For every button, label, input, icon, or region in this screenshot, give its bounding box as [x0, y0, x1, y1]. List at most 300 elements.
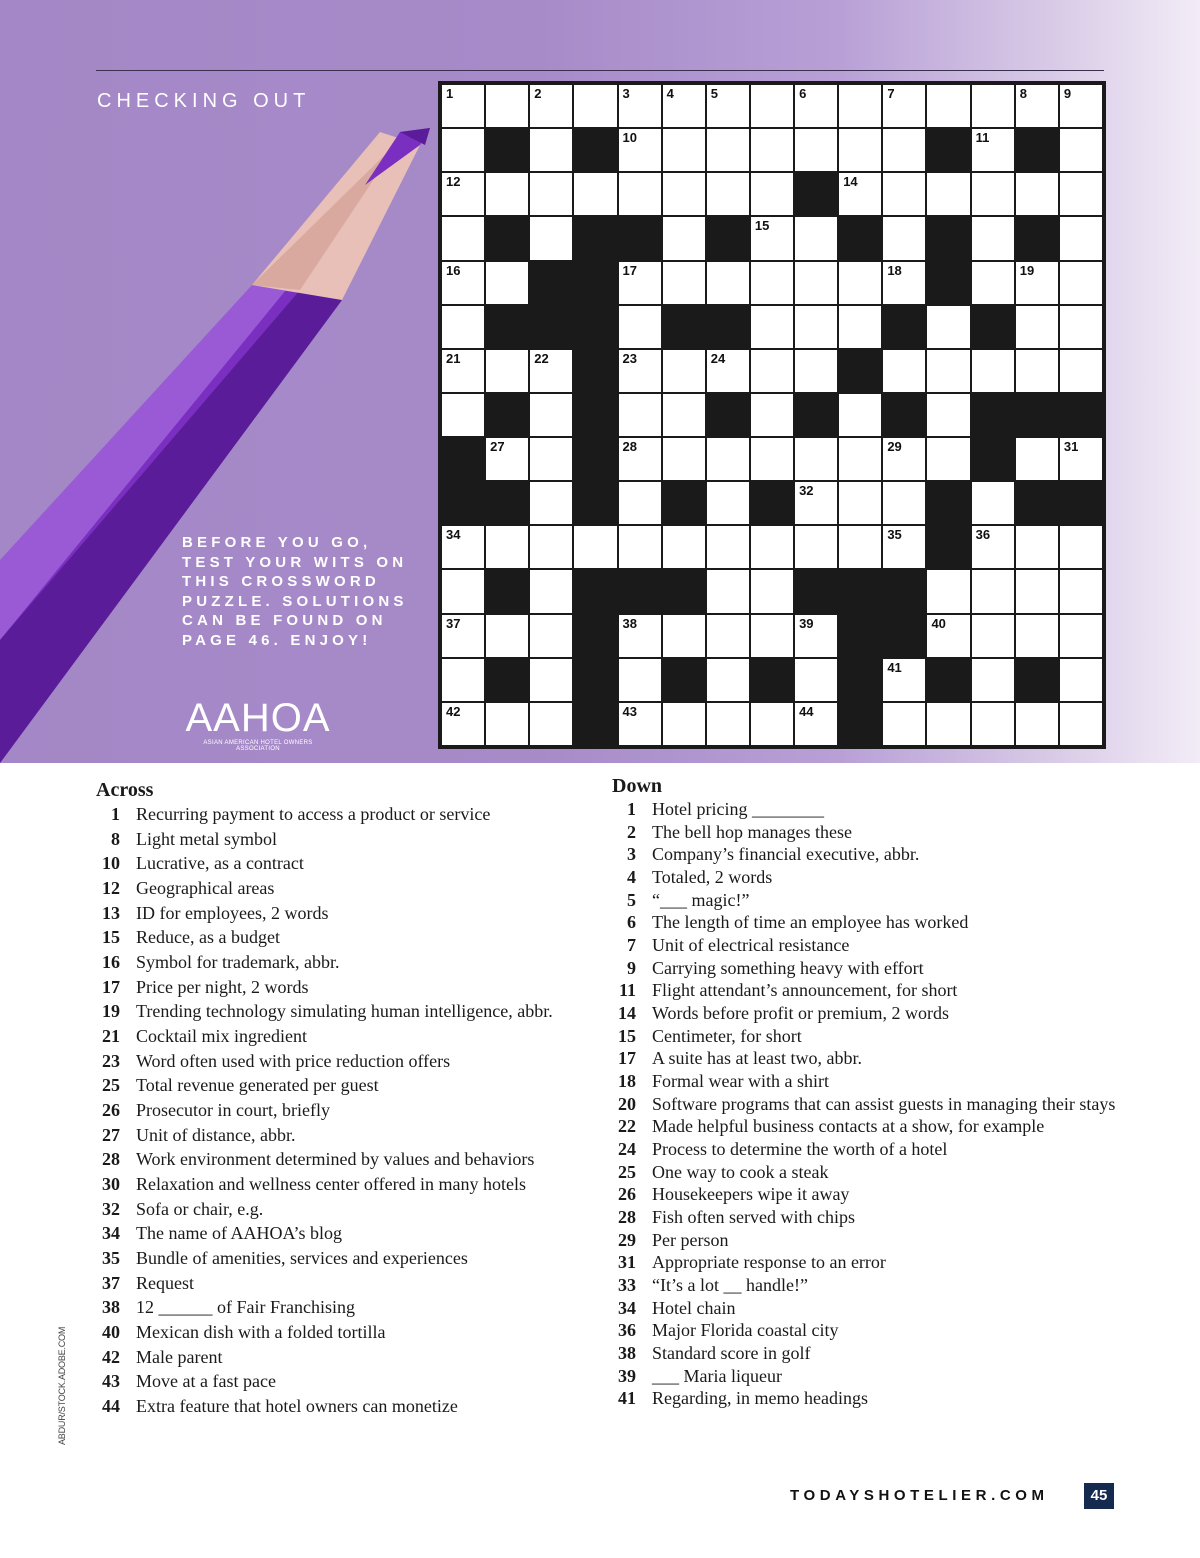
grid-cell[interactable]: [972, 350, 1014, 392]
grid-cell[interactable]: [972, 703, 1014, 745]
grid-cell[interactable]: [795, 703, 837, 745]
clue-number: 31: [1063, 439, 1079, 455]
clue-number: 37: [102, 1272, 120, 1293]
grid-cell[interactable]: [574, 526, 616, 568]
grid-cell[interactable]: [442, 615, 484, 657]
clue-number: 28: [618, 1207, 636, 1228]
across-clue: [96, 827, 596, 852]
clue-text: ___ Maria liqueur: [652, 1365, 782, 1386]
down-clue: [612, 1093, 1172, 1116]
down-clue-list: [612, 798, 1172, 1410]
grid-cell[interactable]: [972, 173, 1014, 215]
down-clue: [612, 798, 1172, 821]
clue-text: Major Florida coastal city: [652, 1320, 839, 1341]
grid-cell[interactable]: [751, 262, 793, 304]
across-clue: [96, 1246, 596, 1271]
grid-cell[interactable]: [927, 306, 969, 348]
clue-text: Light metal symbol: [136, 828, 277, 849]
clue-number: 1: [111, 804, 120, 824]
grid-cell[interactable]: [442, 173, 484, 215]
grid-cell[interactable]: [795, 129, 837, 171]
grid-cell[interactable]: [1060, 438, 1102, 480]
black-square: [663, 306, 705, 348]
grid-cell[interactable]: [1060, 85, 1102, 127]
grid-cell[interactable]: [972, 482, 1014, 524]
grid-cell[interactable]: [839, 262, 881, 304]
grid-cell[interactable]: [530, 526, 572, 568]
clue-number: 14: [843, 174, 858, 190]
clue-number: 15: [618, 1025, 636, 1046]
clue-number: 8: [1019, 86, 1027, 101]
grid-cell[interactable]: [663, 262, 705, 304]
grid-cell[interactable]: [486, 703, 528, 745]
grid-cell[interactable]: [1060, 615, 1102, 657]
grid-cell[interactable]: [1016, 526, 1058, 568]
grid-cell[interactable]: [1060, 262, 1102, 304]
clue-number: 21: [102, 1026, 120, 1047]
black-square: [1016, 659, 1058, 701]
clue-text: Male parent: [136, 1346, 223, 1367]
black-square: [839, 659, 881, 701]
grid-cell[interactable]: [927, 570, 969, 612]
grid-cell[interactable]: [839, 482, 881, 524]
black-square: [442, 438, 484, 480]
clue-text: Unit of electrical resistance: [652, 935, 850, 956]
down-clue: [612, 1070, 1172, 1093]
grid-cell[interactable]: [751, 615, 793, 657]
grid-cell[interactable]: [707, 482, 749, 524]
clue-text: Sofa or chair, e.g.: [136, 1198, 264, 1219]
clue-number: 7: [627, 935, 636, 956]
black-square: [839, 615, 881, 657]
grid-cell[interactable]: [839, 438, 881, 480]
grid-cell[interactable]: [707, 659, 749, 701]
clue-number: 35: [102, 1248, 120, 1269]
clue-number: 43: [622, 703, 637, 719]
clue-number: 17: [102, 976, 120, 997]
down-clue: [612, 1251, 1172, 1274]
black-square: [707, 217, 749, 259]
grid-cell[interactable]: [707, 173, 749, 215]
clue-text: Housekeepers wipe it away: [652, 1184, 850, 1205]
clue-number: 18: [618, 1071, 636, 1092]
grid-cell[interactable]: [442, 262, 484, 304]
black-square: [663, 659, 705, 701]
grid-cell[interactable]: [1060, 703, 1102, 745]
grid-cell[interactable]: [972, 217, 1014, 259]
black-square: [927, 659, 969, 701]
black-square: [574, 129, 616, 171]
grid-cell[interactable]: [442, 526, 484, 568]
grid-cell[interactable]: [619, 438, 661, 480]
grid-cell[interactable]: [839, 526, 881, 568]
grid-cell[interactable]: [663, 129, 705, 171]
grid-cell[interactable]: [795, 217, 837, 259]
grid-cell[interactable]: [663, 173, 705, 215]
grid-cell[interactable]: [883, 482, 925, 524]
black-square: [486, 482, 528, 524]
grid-cell[interactable]: [619, 306, 661, 348]
grid-cell[interactable]: [486, 615, 528, 657]
black-square: [839, 703, 881, 745]
grid-cell[interactable]: [1016, 173, 1058, 215]
grid-cell[interactable]: [839, 306, 881, 348]
website-link[interactable]: TODAYSHOTELIER.COM: [790, 1487, 1049, 1504]
black-square: [883, 615, 925, 657]
grid-cell[interactable]: [707, 85, 749, 127]
grid-cell[interactable]: [839, 394, 881, 436]
black-square: [486, 659, 528, 701]
grid-cell[interactable]: [751, 570, 793, 612]
grid-cell[interactable]: [619, 173, 661, 215]
grid-cell[interactable]: [663, 350, 705, 392]
grid-cell[interactable]: [530, 394, 572, 436]
grid-cell[interactable]: [663, 615, 705, 657]
clue-number: 4: [627, 867, 636, 888]
down-clue: [612, 1229, 1172, 1252]
black-square: [619, 217, 661, 259]
grid-cell[interactable]: [883, 659, 925, 701]
grid-cell[interactable]: [883, 703, 925, 745]
grid-cell[interactable]: [1016, 262, 1058, 304]
clue-text: Software programs that can assist guests in managing their stays: [652, 1093, 1116, 1114]
grid-cell[interactable]: [927, 173, 969, 215]
grid-cell[interactable]: [530, 482, 572, 524]
grid-cell[interactable]: [530, 659, 572, 701]
clue-text: Relaxation and wellness center offered in many hotels: [136, 1174, 527, 1195]
clue-number: 19: [102, 1001, 120, 1022]
grid-cell[interactable]: [442, 350, 484, 392]
grid-cell[interactable]: [751, 526, 793, 568]
across-clue: [96, 802, 596, 827]
across-clue: [96, 1049, 596, 1074]
grid-cell[interactable]: [1060, 350, 1102, 392]
grid-cell[interactable]: [663, 438, 705, 480]
grid-cell[interactable]: [927, 350, 969, 392]
black-square: [839, 217, 881, 259]
clue-number: 5: [710, 86, 719, 101]
across-clue: [96, 1123, 596, 1148]
clue-number: 11: [975, 130, 990, 146]
grid-cell[interactable]: [795, 659, 837, 701]
grid-cell[interactable]: [574, 173, 616, 215]
grid-cell[interactable]: [486, 350, 528, 392]
grid-cell[interactable]: [972, 570, 1014, 612]
grid-cell[interactable]: [883, 262, 925, 304]
grid-cell[interactable]: [751, 394, 793, 436]
grid-cell[interactable]: [1060, 173, 1102, 215]
grid-cell[interactable]: [927, 85, 969, 127]
down-clue: [612, 1387, 1172, 1410]
black-square: [574, 217, 616, 259]
black-square: [839, 570, 881, 612]
down-clue: [612, 979, 1172, 1002]
down-clue: [612, 911, 1172, 934]
clue-text: Made helpful business contacts at a show, for example: [652, 1116, 1045, 1137]
grid-cell[interactable]: [1016, 570, 1058, 612]
grid-cell[interactable]: [707, 570, 749, 612]
clue-number: 34: [446, 527, 461, 543]
clue-text: Trending technology simulating human intelligence, abbr.: [136, 1001, 553, 1022]
grid-cell[interactable]: [972, 526, 1014, 568]
grid-cell[interactable]: [883, 438, 925, 480]
grid-cell[interactable]: [1060, 526, 1102, 568]
black-square: [927, 129, 969, 171]
clue-text: Recurring payment to access a product or service: [136, 804, 491, 824]
grid-cell[interactable]: [751, 306, 793, 348]
grid-cell[interactable]: [751, 350, 793, 392]
grid-cell[interactable]: [442, 85, 484, 127]
grid-cell[interactable]: [530, 703, 572, 745]
grid-cell[interactable]: [619, 129, 661, 171]
grid-cell[interactable]: [442, 217, 484, 259]
clue-number: 19: [1019, 262, 1035, 278]
down-clue: [612, 1297, 1172, 1320]
clue-number: 6: [799, 86, 807, 101]
grid-cell[interactable]: [1016, 85, 1058, 127]
clue-text: “It’s a lot __ handle!”: [652, 1275, 808, 1296]
down-clue: [612, 1138, 1172, 1161]
grid-cell[interactable]: [751, 85, 793, 127]
grid-cell[interactable]: [1016, 703, 1058, 745]
grid-cell[interactable]: [707, 262, 749, 304]
grid-cell[interactable]: [619, 350, 661, 392]
clue-number: 15: [102, 927, 120, 948]
clue-number: 21: [446, 350, 461, 366]
grid-cell[interactable]: [972, 129, 1014, 171]
clue-number: 26: [618, 1184, 636, 1205]
grid-cell[interactable]: [751, 173, 793, 215]
grid-cell[interactable]: [972, 659, 1014, 701]
black-square: [574, 262, 616, 304]
clue-number: 10: [102, 853, 120, 874]
down-clue: [612, 1115, 1172, 1138]
top-rule: [96, 70, 1104, 71]
grid-cell[interactable]: [795, 350, 837, 392]
grid-cell[interactable]: [883, 85, 925, 127]
grid-cell[interactable]: [1060, 570, 1102, 612]
clue-number: 41: [618, 1388, 636, 1409]
clue-number: 36: [618, 1320, 636, 1341]
grid-cell[interactable]: [442, 659, 484, 701]
grid-cell[interactable]: [927, 615, 969, 657]
black-square: [663, 482, 705, 524]
grid-cell[interactable]: [619, 659, 661, 701]
grid-cell[interactable]: [707, 703, 749, 745]
grid-cell[interactable]: [486, 438, 528, 480]
grid-cell[interactable]: [883, 129, 925, 171]
grid-cell[interactable]: [795, 526, 837, 568]
grid-cell[interactable]: [486, 173, 528, 215]
down-clue: [612, 1025, 1172, 1048]
across-clue: [96, 975, 596, 1000]
grid-cell[interactable]: [442, 306, 484, 348]
grid-cell[interactable]: [883, 173, 925, 215]
grid-cell[interactable]: [751, 438, 793, 480]
grid-cell[interactable]: [839, 173, 881, 215]
grid-cell[interactable]: [486, 85, 528, 127]
grid-cell[interactable]: [795, 438, 837, 480]
black-square: [574, 703, 616, 745]
clue-number: 24: [710, 350, 726, 366]
clue-text: One way to cook a steak: [652, 1161, 829, 1182]
grid-cell[interactable]: [1016, 350, 1058, 392]
grid-cell[interactable]: [707, 438, 749, 480]
grid-cell[interactable]: [530, 173, 572, 215]
clue-number: 27: [490, 439, 505, 455]
grid-cell[interactable]: [530, 438, 572, 480]
down-clue: [612, 957, 1172, 980]
grid-cell[interactable]: [442, 570, 484, 612]
grid-cell[interactable]: [1016, 306, 1058, 348]
grid-cell[interactable]: [619, 526, 661, 568]
grid-cell[interactable]: [442, 129, 484, 171]
clue-text: Formal wear with a shirt: [652, 1071, 829, 1092]
clue-number: 13: [102, 902, 120, 923]
grid-cell[interactable]: [751, 217, 793, 259]
clue-number: 1: [627, 799, 636, 819]
grid-cell[interactable]: [707, 129, 749, 171]
clue-number: 29: [618, 1229, 636, 1250]
photo-credit: [56, 1326, 68, 1446]
grid-cell[interactable]: [927, 438, 969, 480]
grid-cell[interactable]: [530, 217, 572, 259]
grid-cell[interactable]: [795, 85, 837, 127]
clue-number: 18: [887, 262, 902, 278]
grid-cell[interactable]: [883, 350, 925, 392]
clue-number: 20: [618, 1093, 636, 1114]
grid-cell[interactable]: [1016, 615, 1058, 657]
grid-cell[interactable]: [751, 129, 793, 171]
clue-number: 16: [446, 262, 461, 278]
clue-number: 9: [1063, 86, 1072, 101]
black-square: [795, 394, 837, 436]
clue-number: 12: [446, 174, 461, 190]
grid-cell[interactable]: [839, 85, 881, 127]
grid-cell[interactable]: [707, 526, 749, 568]
grid-cell[interactable]: [619, 85, 661, 127]
grid-cell[interactable]: [663, 85, 705, 127]
clue-number: 43: [102, 1371, 120, 1392]
clue-number: 32: [102, 1198, 120, 1219]
clue-number: 36: [975, 527, 991, 543]
black-square: [751, 659, 793, 701]
grid-cell[interactable]: [883, 217, 925, 259]
black-square: [486, 129, 528, 171]
black-square: [486, 306, 528, 348]
grid-cell[interactable]: [1060, 306, 1102, 348]
clue-number: 8: [111, 828, 120, 849]
grid-cell[interactable]: [883, 526, 925, 568]
grid-cell[interactable]: [619, 703, 661, 745]
intro-text: BEFORE YOU GO, TEST YOUR WITS ON THIS CROSSWORD PUZZLE. SOLUTIONS CAN BE FOUND ON PAGE 46. ENJOY!: [182, 534, 408, 649]
grid-cell[interactable]: [972, 615, 1014, 657]
grid-cell[interactable]: [530, 615, 572, 657]
grid-cell[interactable]: [1060, 129, 1102, 171]
clue-number: 17: [618, 1048, 636, 1069]
grid-cell[interactable]: [619, 262, 661, 304]
clue-text: Price per night, 2 words: [136, 976, 309, 997]
grid-cell[interactable]: [619, 615, 661, 657]
grid-cell[interactable]: [574, 85, 616, 127]
grid-cell[interactable]: [619, 482, 661, 524]
grid-cell[interactable]: [530, 570, 572, 612]
grid-cell[interactable]: [530, 350, 572, 392]
clue-number: 6: [627, 912, 636, 933]
across-clue: [96, 901, 596, 926]
grid-cell[interactable]: [486, 526, 528, 568]
clue-text: Totaled, 2 words: [652, 867, 773, 888]
black-square: [972, 306, 1014, 348]
clue-number: 24: [618, 1139, 636, 1160]
black-square: [574, 394, 616, 436]
grid-cell[interactable]: [663, 703, 705, 745]
grid-cell[interactable]: [663, 394, 705, 436]
grid-cell[interactable]: [530, 129, 572, 171]
black-square: [530, 306, 572, 348]
across-clue: [96, 1147, 596, 1172]
black-square: [883, 570, 925, 612]
grid-cell[interactable]: [1060, 659, 1102, 701]
grid-cell[interactable]: [751, 703, 793, 745]
grid-cell[interactable]: [442, 703, 484, 745]
across-clue: [96, 1394, 596, 1419]
clue-text: Cocktail mix ingredient: [136, 1026, 307, 1047]
grid-cell[interactable]: [795, 615, 837, 657]
clue-text: Centimeter, for short: [652, 1025, 802, 1046]
grid-cell[interactable]: [795, 306, 837, 348]
grid-cell[interactable]: [927, 394, 969, 436]
down-clue: [612, 889, 1172, 912]
clue-number: 2: [534, 86, 542, 101]
black-square: [839, 350, 881, 392]
grid-cell[interactable]: [530, 85, 572, 127]
clue-number: 37: [446, 615, 461, 631]
grid-cell[interactable]: [442, 394, 484, 436]
black-square: [927, 262, 969, 304]
grid-cell[interactable]: [972, 262, 1014, 304]
black-square: [574, 570, 616, 612]
down-clue: [612, 1274, 1172, 1297]
logo-subtitle: ASIAN AMERICAN HOTEL OWNERS ASSOCIATION: [203, 740, 313, 752]
grid-cell[interactable]: [795, 262, 837, 304]
grid-cell[interactable]: [663, 526, 705, 568]
grid-cell[interactable]: [795, 482, 837, 524]
black-square: [707, 306, 749, 348]
clue-number: 3: [622, 86, 630, 101]
black-square: [795, 173, 837, 215]
clue-text: Company’s financial executive, abbr.: [652, 844, 920, 865]
grid-cell[interactable]: [486, 262, 528, 304]
clue-text: Words before profit or premium, 2 words: [652, 1003, 949, 1024]
grid-cell[interactable]: [839, 129, 881, 171]
black-square: [574, 306, 616, 348]
grid-cell[interactable]: [927, 703, 969, 745]
grid-cell[interactable]: [663, 217, 705, 259]
grid-cell[interactable]: [1016, 438, 1058, 480]
grid-cell[interactable]: [972, 85, 1014, 127]
grid-cell[interactable]: [619, 394, 661, 436]
grid-cell[interactable]: [1060, 217, 1102, 259]
clue-number: 34: [102, 1223, 120, 1244]
clue-number: 15: [754, 218, 770, 234]
down-clue: [612, 1002, 1172, 1025]
grid-cell[interactable]: [707, 350, 749, 392]
grid-cell[interactable]: [707, 615, 749, 657]
clue-text: Extra feature that hotel owners can monetize: [136, 1396, 458, 1417]
down-clues: [612, 774, 1172, 1410]
down-clue: [612, 843, 1172, 866]
